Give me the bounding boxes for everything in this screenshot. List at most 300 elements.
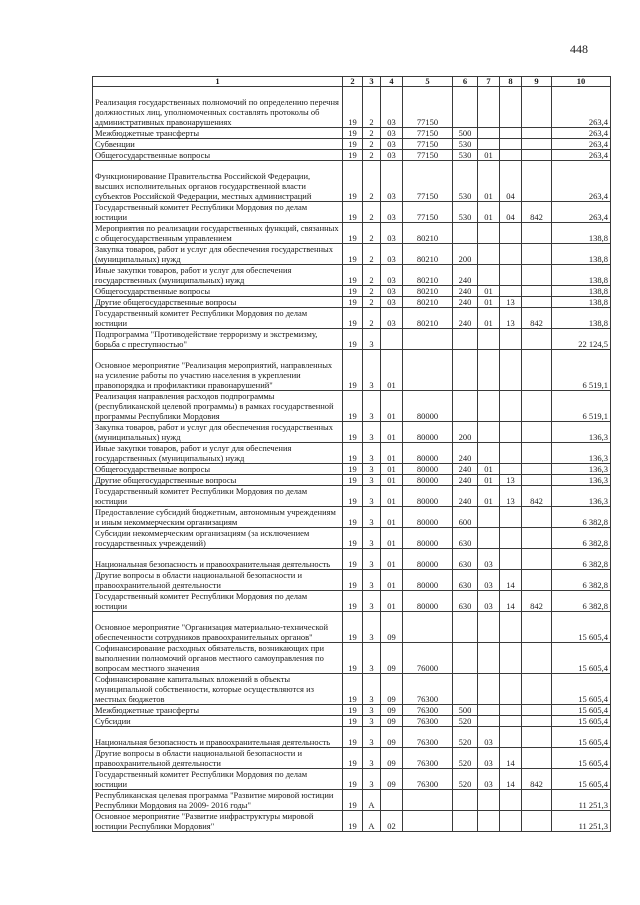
row-code-2: 19 <box>343 223 363 244</box>
row-amount: 15 605,4 <box>552 748 611 769</box>
row-code-4: 02 <box>381 811 403 832</box>
row-code-7 <box>478 244 500 265</box>
row-code-5: 76300 <box>403 769 453 790</box>
row-code-7 <box>478 612 500 643</box>
row-code-3: 3 <box>363 443 381 464</box>
row-code-3: 3 <box>363 528 381 549</box>
row-code-6 <box>453 223 478 244</box>
row-code-8 <box>500 265 522 286</box>
row-name: Государственный комитет Республики Мордовия по делам юстиции <box>93 486 343 507</box>
row-code-5: 80210 <box>403 286 453 297</box>
row-code-2: 19 <box>343 507 363 528</box>
row-code-5: 76300 <box>403 674 453 705</box>
row-code-6: 520 <box>453 716 478 727</box>
row-code-7: 01 <box>478 308 500 329</box>
row-code-9 <box>522 528 552 549</box>
row-code-6 <box>453 811 478 832</box>
row-code-4 <box>381 329 403 350</box>
row-name: Мероприятия по реализации государственных функций, связанных с общегосударственным управлением <box>93 223 343 244</box>
row-amount: 136,3 <box>552 464 611 475</box>
row-code-7 <box>478 265 500 286</box>
column-header: 9 <box>522 77 552 87</box>
row-code-2: 19 <box>343 643 363 674</box>
row-code-2: 19 <box>343 265 363 286</box>
row-code-9 <box>522 612 552 643</box>
row-code-9 <box>522 297 552 308</box>
row-amount: 6 519,1 <box>552 350 611 391</box>
row-code-4: 01 <box>381 475 403 486</box>
row-name: Государственный комитет Республики Мордовия по делам юстиции <box>93 591 343 612</box>
row-code-5: 80000 <box>403 591 453 612</box>
row-code-4: 01 <box>381 422 403 443</box>
row-code-6: 500 <box>453 128 478 139</box>
row-code-5: 80000 <box>403 528 453 549</box>
row-code-4: 03 <box>381 244 403 265</box>
row-name: Общегосударственные вопросы <box>93 286 343 297</box>
row-code-2: 19 <box>343 244 363 265</box>
row-amount: 15 605,4 <box>552 705 611 716</box>
row-code-3: 3 <box>363 422 381 443</box>
row-code-2: 19 <box>343 748 363 769</box>
row-code-6: 240 <box>453 308 478 329</box>
row-code-8 <box>500 528 522 549</box>
row-code-8 <box>500 464 522 475</box>
table-row <box>93 674 611 705</box>
row-amount: 138,8 <box>552 297 611 308</box>
row-code-2: 19 <box>343 570 363 591</box>
row-code-4: 03 <box>381 150 403 161</box>
row-code-9 <box>522 570 552 591</box>
row-code-3: 3 <box>363 507 381 528</box>
row-code-9 <box>522 464 552 475</box>
row-code-6 <box>453 643 478 674</box>
row-code-5: 80000 <box>403 422 453 443</box>
row-code-5: 80000 <box>403 443 453 464</box>
row-code-8: 14 <box>500 570 522 591</box>
row-amount: 136,3 <box>552 486 611 507</box>
row-code-7: 01 <box>478 286 500 297</box>
row-code-8: 13 <box>500 297 522 308</box>
row-code-7: 03 <box>478 727 500 748</box>
row-code-5: 76300 <box>403 727 453 748</box>
row-amount: 263,4 <box>552 128 611 139</box>
row-code-3: 2 <box>363 161 381 202</box>
row-name: Национальная безопасность и правоохранительная деятельность <box>93 549 343 570</box>
row-code-6: 200 <box>453 422 478 443</box>
row-code-7 <box>478 643 500 674</box>
row-code-5: 80000 <box>403 549 453 570</box>
row-code-7: 01 <box>478 202 500 223</box>
row-code-7: 01 <box>478 475 500 486</box>
row-code-5: 80000 <box>403 486 453 507</box>
table-row <box>93 486 611 507</box>
row-code-9: 842 <box>522 486 552 507</box>
row-code-6 <box>453 350 478 391</box>
row-code-9 <box>522 443 552 464</box>
row-code-9: 842 <box>522 591 552 612</box>
row-code-9 <box>522 87 552 128</box>
row-code-3: А <box>363 811 381 832</box>
row-amount: 138,8 <box>552 286 611 297</box>
row-code-3: 3 <box>363 643 381 674</box>
column-header: 6 <box>453 77 478 87</box>
row-amount: 6 382,8 <box>552 570 611 591</box>
page-number: 448 <box>570 42 588 56</box>
column-header: 8 <box>500 77 522 87</box>
row-code-6: 520 <box>453 769 478 790</box>
row-code-3: 3 <box>363 391 381 422</box>
row-code-3: 2 <box>363 308 381 329</box>
table-row <box>93 350 611 391</box>
row-code-9: 842 <box>522 308 552 329</box>
row-code-6: 240 <box>453 443 478 464</box>
row-code-5: 80000 <box>403 475 453 486</box>
row-amount: 138,8 <box>552 308 611 329</box>
row-code-6: 630 <box>453 549 478 570</box>
row-code-7: 01 <box>478 161 500 202</box>
row-code-3: 2 <box>363 244 381 265</box>
row-code-9 <box>522 549 552 570</box>
table-row <box>93 128 611 139</box>
row-code-8: 04 <box>500 202 522 223</box>
row-code-3: 3 <box>363 464 381 475</box>
row-code-3: 3 <box>363 475 381 486</box>
row-code-3: 2 <box>363 265 381 286</box>
row-amount: 136,3 <box>552 422 611 443</box>
column-header: 2 <box>343 77 363 87</box>
row-code-8 <box>500 716 522 727</box>
table-row <box>93 570 611 591</box>
row-code-6 <box>453 612 478 643</box>
row-code-6: 530 <box>453 139 478 150</box>
row-code-6: 500 <box>453 705 478 716</box>
row-code-6: 600 <box>453 507 478 528</box>
table-row <box>93 422 611 443</box>
row-code-7: 01 <box>478 486 500 507</box>
row-code-4: 03 <box>381 128 403 139</box>
row-code-3: 3 <box>363 591 381 612</box>
table-row <box>93 549 611 570</box>
row-name: Подпрограмма "Противодействие терроризму и экстремизму, борьба с преступностью" <box>93 329 343 350</box>
row-code-9: 842 <box>522 769 552 790</box>
row-code-9 <box>522 350 552 391</box>
row-code-5: 77150 <box>403 128 453 139</box>
row-code-4: 01 <box>381 591 403 612</box>
row-code-4: 09 <box>381 748 403 769</box>
row-code-3: 2 <box>363 286 381 297</box>
row-code-3: 3 <box>363 716 381 727</box>
table-row <box>93 161 611 202</box>
column-header: 5 <box>403 77 453 87</box>
row-code-9 <box>522 507 552 528</box>
row-code-6 <box>453 329 478 350</box>
row-code-9 <box>522 244 552 265</box>
column-header: 1 <box>93 77 343 87</box>
row-code-7 <box>478 716 500 727</box>
row-code-7 <box>478 128 500 139</box>
row-code-5: 76300 <box>403 716 453 727</box>
row-code-8 <box>500 223 522 244</box>
row-amount: 11 251,3 <box>552 790 611 811</box>
row-code-3: 3 <box>363 674 381 705</box>
row-name: Субсидии некоммерческим организациям (за исключением государственных учреждений) <box>93 528 343 549</box>
row-code-5: 80210 <box>403 308 453 329</box>
row-amount: 6 382,8 <box>552 591 611 612</box>
row-code-4: 03 <box>381 297 403 308</box>
row-code-7 <box>478 329 500 350</box>
row-amount: 15 605,4 <box>552 643 611 674</box>
table-body <box>93 87 611 832</box>
budget-table <box>92 76 611 832</box>
row-code-8 <box>500 87 522 128</box>
row-code-2: 19 <box>343 591 363 612</box>
row-code-2: 19 <box>343 422 363 443</box>
row-code-2: 19 <box>343 286 363 297</box>
row-code-5 <box>403 790 453 811</box>
row-amount: 15 605,4 <box>552 716 611 727</box>
row-code-5: 80210 <box>403 223 453 244</box>
row-code-6: 520 <box>453 748 478 769</box>
row-code-2: 19 <box>343 161 363 202</box>
row-code-2: 19 <box>343 128 363 139</box>
row-code-4: 01 <box>381 507 403 528</box>
row-code-2: 19 <box>343 391 363 422</box>
row-code-2: 19 <box>343 308 363 329</box>
row-amount: 263,4 <box>552 161 611 202</box>
row-amount: 15 605,4 <box>552 612 611 643</box>
row-code-4: 01 <box>381 528 403 549</box>
table-row <box>93 265 611 286</box>
row-code-9 <box>522 727 552 748</box>
row-code-9 <box>522 422 552 443</box>
row-name: Другие вопросы в области национальной безопасности и правоохранительной деятельности <box>93 748 343 769</box>
row-code-4: 01 <box>381 549 403 570</box>
row-code-2: 19 <box>343 350 363 391</box>
row-name: Другие вопросы в области национальной безопасности и правоохранительной деятельности <box>93 570 343 591</box>
row-code-2: 19 <box>343 790 363 811</box>
row-amount: 138,8 <box>552 244 611 265</box>
row-code-7: 01 <box>478 150 500 161</box>
row-code-5: 80210 <box>403 244 453 265</box>
row-name: Предоставление субсидий бюджетным, автономным учреждениям и иным некоммерческим организациям <box>93 507 343 528</box>
row-code-8 <box>500 286 522 297</box>
row-code-3: 3 <box>363 612 381 643</box>
row-code-9 <box>522 674 552 705</box>
row-code-4: 09 <box>381 705 403 716</box>
row-code-9 <box>522 790 552 811</box>
row-name: Межбюджетные трансферты <box>93 128 343 139</box>
row-code-8 <box>500 612 522 643</box>
table-row <box>93 308 611 329</box>
row-code-4: 03 <box>381 139 403 150</box>
row-code-8 <box>500 549 522 570</box>
row-name: Основное мероприятие "Реализация мероприятий, направленных на усиление работы по участию населения в укреплении правопорядка и профилактики правонарушений" <box>93 350 343 391</box>
row-name: Государственный комитет Республики Мордовия по делам юстиции <box>93 202 343 223</box>
row-code-9 <box>522 705 552 716</box>
row-name: Межбюджетные трансферты <box>93 705 343 716</box>
row-code-3: 3 <box>363 486 381 507</box>
row-code-4: 09 <box>381 674 403 705</box>
row-name: Функционирование Правительства Российской Федерации, высших исполнительных органов государственной власти субъектов Российской Федерации, местных администраций <box>93 161 343 202</box>
row-code-7: 03 <box>478 549 500 570</box>
row-code-4: 01 <box>381 486 403 507</box>
row-code-8 <box>500 128 522 139</box>
row-code-2: 19 <box>343 329 363 350</box>
row-code-9 <box>522 265 552 286</box>
row-code-6: 630 <box>453 591 478 612</box>
header-row <box>93 77 611 87</box>
row-code-9 <box>522 643 552 674</box>
row-code-5 <box>403 350 453 391</box>
row-name: Софинансирование расходных обязательств, возникающих при выполнении полномочий органов местного самоуправления по вопросам местного значения <box>93 643 343 674</box>
row-code-3: А <box>363 790 381 811</box>
row-code-8 <box>500 705 522 716</box>
row-code-6 <box>453 391 478 422</box>
row-amount: 263,4 <box>552 87 611 128</box>
row-amount: 22 124,5 <box>552 329 611 350</box>
table-row <box>93 150 611 161</box>
row-code-8 <box>500 790 522 811</box>
row-code-6: 240 <box>453 475 478 486</box>
table-row <box>93 811 611 832</box>
table-row <box>93 705 611 716</box>
row-name: Реализация направления расходов подпрограммы (республиканской целевой программы) в рамках государственной программы Республики Мордовия <box>93 391 343 422</box>
row-code-3: 3 <box>363 570 381 591</box>
table-row <box>93 643 611 674</box>
row-code-4: 09 <box>381 727 403 748</box>
row-code-8 <box>500 139 522 150</box>
row-code-8: 04 <box>500 161 522 202</box>
row-code-4: 03 <box>381 202 403 223</box>
row-code-8 <box>500 507 522 528</box>
row-code-7 <box>478 391 500 422</box>
row-name: Общегосударственные вопросы <box>93 464 343 475</box>
row-code-5: 77150 <box>403 161 453 202</box>
row-name: Иные закупки товаров, работ и услуг для обеспечения государственных (муниципальных) нужд <box>93 443 343 464</box>
row-code-4: 03 <box>381 87 403 128</box>
row-code-9 <box>522 475 552 486</box>
row-code-3: 2 <box>363 128 381 139</box>
row-code-3: 2 <box>363 150 381 161</box>
row-code-3: 3 <box>363 329 381 350</box>
row-code-6 <box>453 87 478 128</box>
row-code-5: 77150 <box>403 150 453 161</box>
row-code-7 <box>478 790 500 811</box>
row-code-5: 80210 <box>403 297 453 308</box>
row-code-6: 630 <box>453 570 478 591</box>
row-code-2: 19 <box>343 528 363 549</box>
row-name: Национальная безопасность и правоохранительная деятельность <box>93 727 343 748</box>
row-code-9 <box>522 329 552 350</box>
row-code-9 <box>522 139 552 150</box>
table-row <box>93 286 611 297</box>
row-code-7: 03 <box>478 748 500 769</box>
table-row <box>93 591 611 612</box>
row-code-3: 2 <box>363 139 381 150</box>
row-amount: 6 382,8 <box>552 549 611 570</box>
row-code-2: 19 <box>343 549 363 570</box>
row-code-9 <box>522 748 552 769</box>
row-code-8 <box>500 674 522 705</box>
row-name: Субсидии <box>93 716 343 727</box>
row-amount: 6 382,8 <box>552 528 611 549</box>
row-code-8: 13 <box>500 475 522 486</box>
row-code-5: 80210 <box>403 265 453 286</box>
row-code-6: 520 <box>453 727 478 748</box>
table-row <box>93 790 611 811</box>
row-code-2: 19 <box>343 727 363 748</box>
table-row <box>93 329 611 350</box>
row-name: Общегосударственные вопросы <box>93 150 343 161</box>
row-code-2: 19 <box>343 464 363 475</box>
row-code-2: 19 <box>343 87 363 128</box>
row-amount: 6 382,8 <box>552 507 611 528</box>
row-code-6 <box>453 790 478 811</box>
row-code-2: 19 <box>343 202 363 223</box>
row-code-7 <box>478 87 500 128</box>
row-code-2: 19 <box>343 486 363 507</box>
row-code-8 <box>500 350 522 391</box>
row-code-4: 09 <box>381 612 403 643</box>
table-row <box>93 612 611 643</box>
row-code-6: 630 <box>453 528 478 549</box>
row-amount: 263,4 <box>552 139 611 150</box>
row-code-8 <box>500 422 522 443</box>
row-code-7 <box>478 674 500 705</box>
row-code-7: 01 <box>478 297 500 308</box>
row-code-4: 03 <box>381 308 403 329</box>
table-row <box>93 475 611 486</box>
row-code-5: 76300 <box>403 705 453 716</box>
row-code-2: 19 <box>343 443 363 464</box>
row-code-3: 3 <box>363 769 381 790</box>
row-name: Закупка товаров, работ и услуг для обеспечения государственных (муниципальных) нужд <box>93 244 343 265</box>
row-code-4: 03 <box>381 223 403 244</box>
row-code-8 <box>500 443 522 464</box>
row-code-7 <box>478 528 500 549</box>
row-code-7: 03 <box>478 591 500 612</box>
row-code-2: 19 <box>343 705 363 716</box>
column-header: 3 <box>363 77 381 87</box>
row-code-6: 240 <box>453 265 478 286</box>
row-name: Софинансирование капитальных вложений в объекты муниципальной собственности, которые осуществляются из местных бюджетов <box>93 674 343 705</box>
row-code-2: 19 <box>343 716 363 727</box>
row-code-8 <box>500 643 522 674</box>
row-code-5: 77150 <box>403 202 453 223</box>
row-code-8 <box>500 727 522 748</box>
row-name: Реализация государственных полномочий по определению перечня должностных лиц, уполномоченных составлять протоколы об административных правонарушениях <box>93 87 343 128</box>
table-row <box>93 202 611 223</box>
row-code-8: 14 <box>500 748 522 769</box>
row-code-3: 2 <box>363 223 381 244</box>
row-code-7: 03 <box>478 570 500 591</box>
row-code-6: 240 <box>453 297 478 308</box>
row-code-5: 80000 <box>403 391 453 422</box>
row-code-7 <box>478 350 500 391</box>
row-code-7: 03 <box>478 769 500 790</box>
row-amount: 15 605,4 <box>552 674 611 705</box>
row-code-4: 01 <box>381 391 403 422</box>
row-amount: 11 251,3 <box>552 811 611 832</box>
row-code-8: 13 <box>500 308 522 329</box>
row-name: Закупка товаров, работ и услуг для обеспечения государственных (муниципальных) нужд <box>93 422 343 443</box>
row-code-6: 200 <box>453 244 478 265</box>
row-code-8 <box>500 329 522 350</box>
row-code-2: 19 <box>343 769 363 790</box>
row-code-3: 2 <box>363 202 381 223</box>
column-header: 7 <box>478 77 500 87</box>
table-row <box>93 748 611 769</box>
